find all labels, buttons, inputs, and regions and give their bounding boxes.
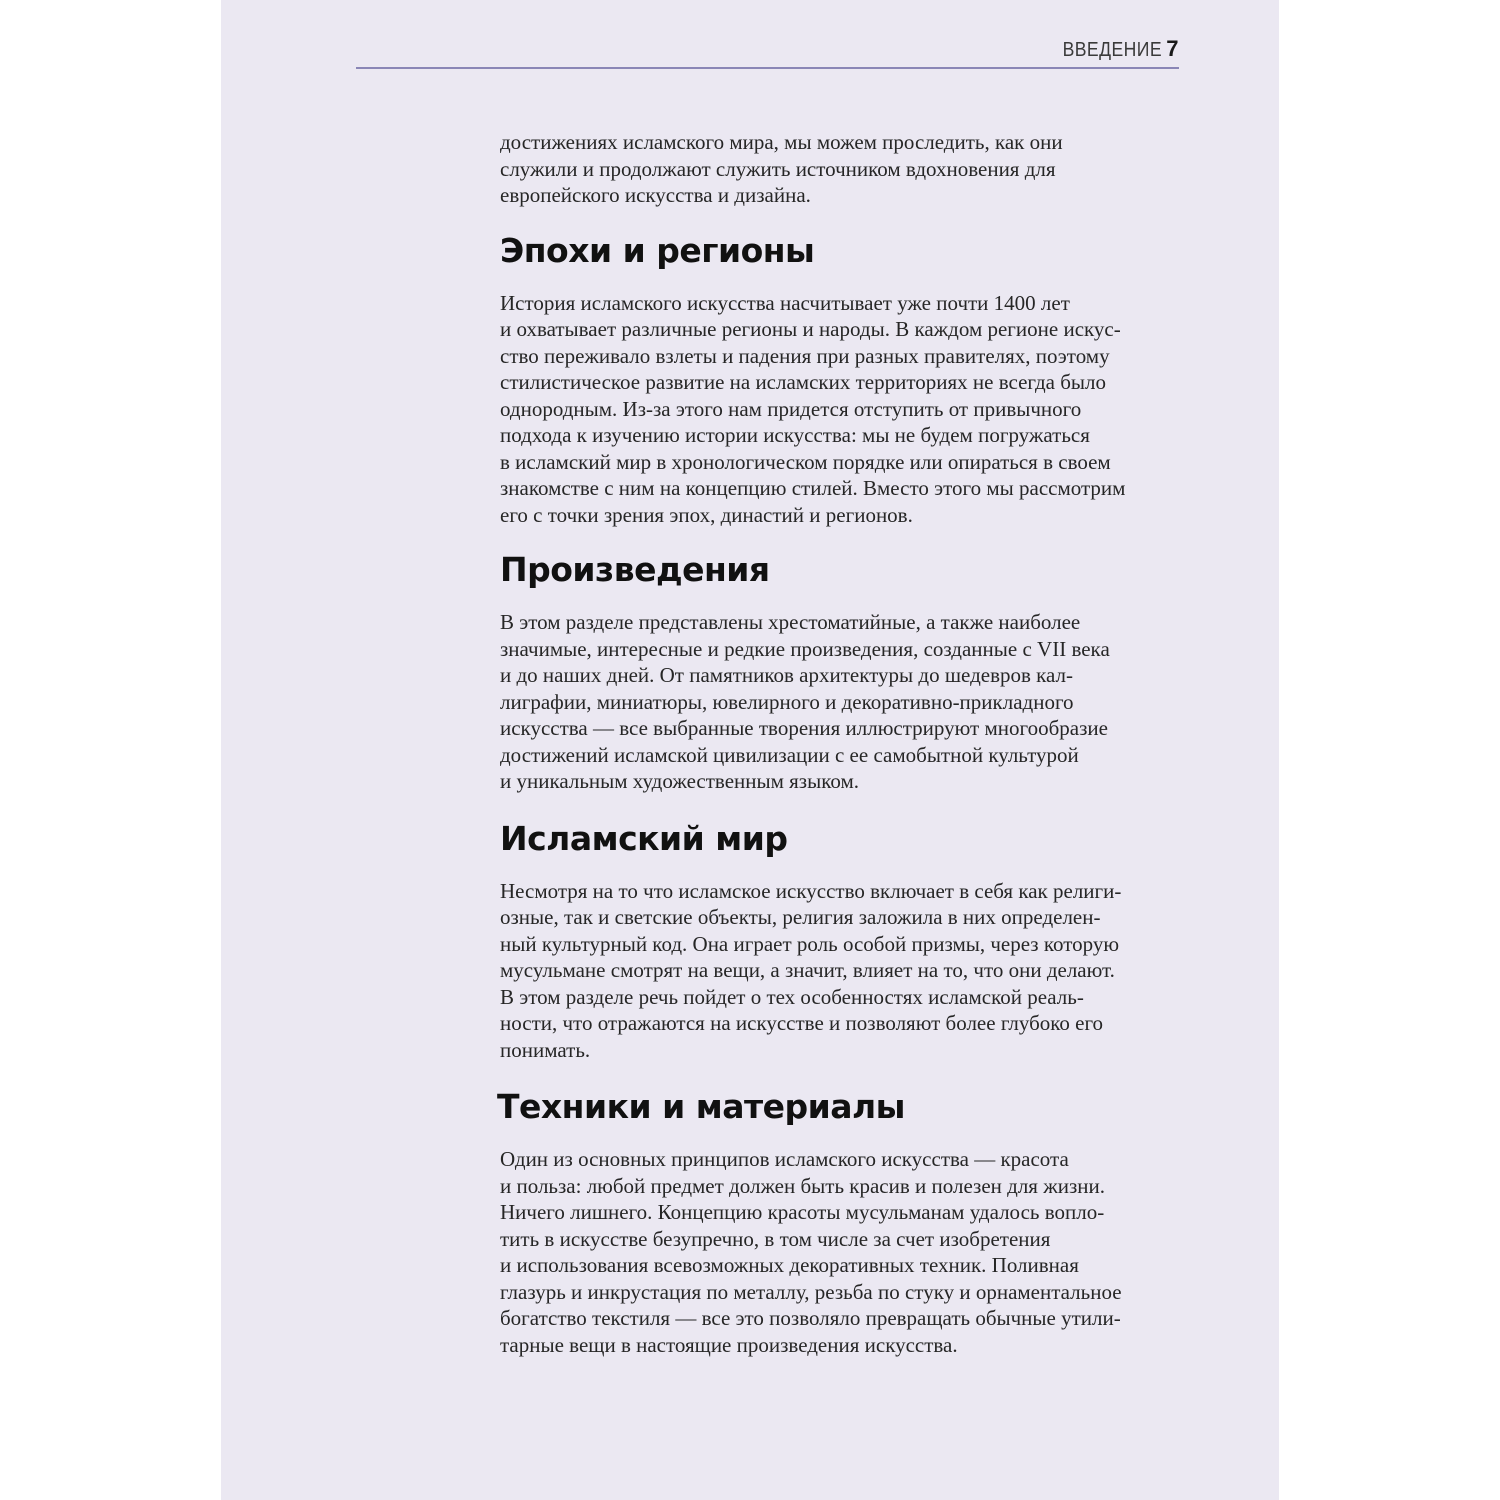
section-paragraph-techniques — [500, 1146, 1190, 1358]
text-line: служили и продолжают служить источником вдохновения для — [500, 156, 1056, 181]
text-line: и охватывает различные регионы и народы. В каждом регионе искус- — [500, 317, 1121, 341]
text-line: и уникальным художественным языком. — [500, 769, 859, 793]
text-line: и до наших дней. От памятников архитектуры до шедевров кал- — [500, 663, 1074, 687]
text-line: и использования всевозможных декоративных техник. Поливная — [500, 1253, 1079, 1277]
text-line: подхода к изучению истории искусства: мы не будем погружаться — [500, 423, 1090, 447]
text-line: и польза: любой предмет должен быть красив и полезен для жизни. — [500, 1173, 1105, 1198]
text-line: однородным. Из-за этого нам придется отступить от привычного — [500, 396, 1082, 421]
header-rule — [356, 67, 1179, 69]
text-line: достижениях исламского мира, мы можем проследить, как они — [500, 130, 1063, 154]
page-number: 7 — [1166, 36, 1179, 61]
text-line: значимые, интересные и редкие произведения, созданные с VII века — [500, 636, 1110, 661]
text-line: Несмотря на то что исламское искусство включает в себя как религи- — [500, 878, 1122, 903]
section-heading-epochs: Эпохи и регионы — [500, 230, 815, 270]
text-line: стилистическое развитие на исламских территориях не всегда было — [500, 370, 1106, 394]
text-line: лиграфии, миниатюры, ювелирного и декоративно-прикладного — [500, 689, 1074, 714]
text-line: глазурь и инкрустация по металлу, резьба по стуку и орнаментальное — [500, 1279, 1122, 1304]
text-line: достижений исламской цивилизации с ее самобытной культурой — [500, 742, 1079, 767]
text-line: В этом разделе представлены хрестоматийные, а также наиболее — [500, 610, 1081, 634]
running-head-section: ВВЕДЕНИЕ — [1062, 39, 1163, 61]
text-line: ный культурный код. Она играет роль особой призмы, через которую — [500, 931, 1120, 956]
text-line: Ничего лишнего. Концепцию красоты мусульманам удалось вопло- — [500, 1200, 1105, 1224]
text-line: ности, что отражаются на искусстве и позволяют более глубоко его — [500, 1011, 1104, 1035]
book-page — [221, 0, 1279, 1500]
intro-paragraph — [500, 129, 1190, 209]
section-heading-works: Произведения — [500, 550, 770, 589]
text-line: богатство текстиля — все это позволяло превращать обычные утили- — [500, 1306, 1121, 1330]
text-line: тить в искусстве безупречно, в том числе за счет изобретения — [500, 1226, 1051, 1251]
text-line: ство переживало взлеты и падения при разных правителях, поэтому — [500, 343, 1110, 368]
text-line: тарные вещи в настоящие произведения искусства. — [500, 1332, 958, 1357]
section-heading-techniques: Техники и материалы — [497, 1087, 905, 1126]
text-line: мусульмане смотрят на вещи, а значит, влияет на то, что они делают. — [500, 958, 1115, 982]
text-line: искусства — все выбранные творения иллюстрируют многообразие — [500, 716, 1108, 740]
text-line: знакомстве с ним на концепцию стилей. Вместо этого мы рассмотрим — [500, 476, 1126, 500]
section-heading-islamic-world: Исламский мир — [500, 818, 788, 858]
text-line: понимать. — [500, 1037, 591, 1062]
text-line: в исламский мир в хронологическом порядке или опираться в своем — [500, 449, 1111, 474]
text-line: История исламского искусства насчитывает уже почти 1400 лет — [500, 290, 1070, 315]
section-paragraph-works — [500, 609, 1190, 795]
section-paragraph-epochs — [500, 290, 1190, 529]
page-body — [497, 129, 1190, 1358]
running-head — [1049, 36, 1179, 62]
text-line: озные, так и светские объекты, религия заложила в них определен- — [500, 905, 1101, 929]
text-line: Один из основных принципов исламского искусства — красота — [500, 1147, 1069, 1171]
text-line: его с точки зрения эпох, династий и регионов. — [500, 502, 913, 527]
text-line: европейского искусства и дизайна. — [500, 183, 811, 207]
section-paragraph-islamic-world — [500, 878, 1190, 1064]
text-line: В этом разделе речь пойдет о тех особенностях исламской реаль- — [500, 984, 1084, 1009]
